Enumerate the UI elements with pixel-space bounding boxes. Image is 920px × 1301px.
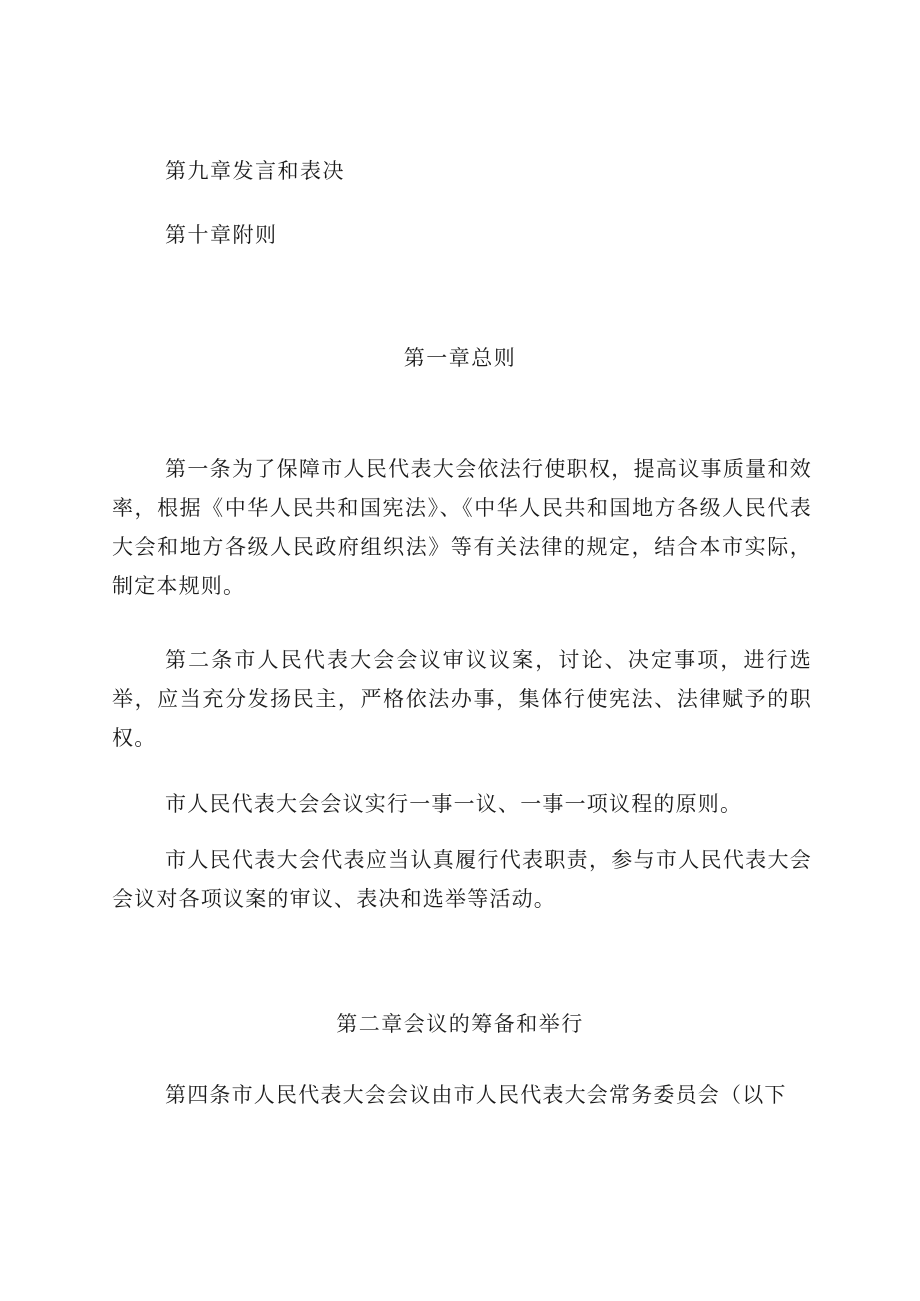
chapter-2-title: 第二章会议的筹备和举行 [336, 1012, 584, 1036]
article-2-paragraph: 第二条市人民代表大会会议审议议案，讨论、决定事项，进行选举，应当充分发扬民主，严格依法办事，集体行使宪法、法律赋予的职权。 [112, 648, 812, 750]
delegate-duty-paragraph: 市人民代表大会代表应当认真履行代表职责，参与市人民代表大会会议对各项议案的审议、表决和选举等活动。 [112, 848, 812, 911]
toc-chapter-10: 第十章附则 [165, 223, 278, 247]
toc-chapter-9: 第九章发言和表决 [165, 159, 345, 183]
chapter-1-title: 第一章总则 [403, 346, 517, 370]
article-4-paragraph: 第四条市人民代表大会会议由市人民代表大会常务委员会（以下 [165, 1083, 787, 1107]
article-2-principle-paragraph: 市人民代表大会会议实行一事一议、一事一项议程的原则。 [165, 792, 743, 816]
article-1-paragraph: 第一条为了保障市人民代表大会依法行使职权，提高议事质量和效率，根据《中华人民共和国宪法》、《中华人民共和国地方各级人民代表大会和地方各级人民政府组织法》等有关法律的规定，结合本市实际，制定本规则。 [112, 457, 812, 598]
